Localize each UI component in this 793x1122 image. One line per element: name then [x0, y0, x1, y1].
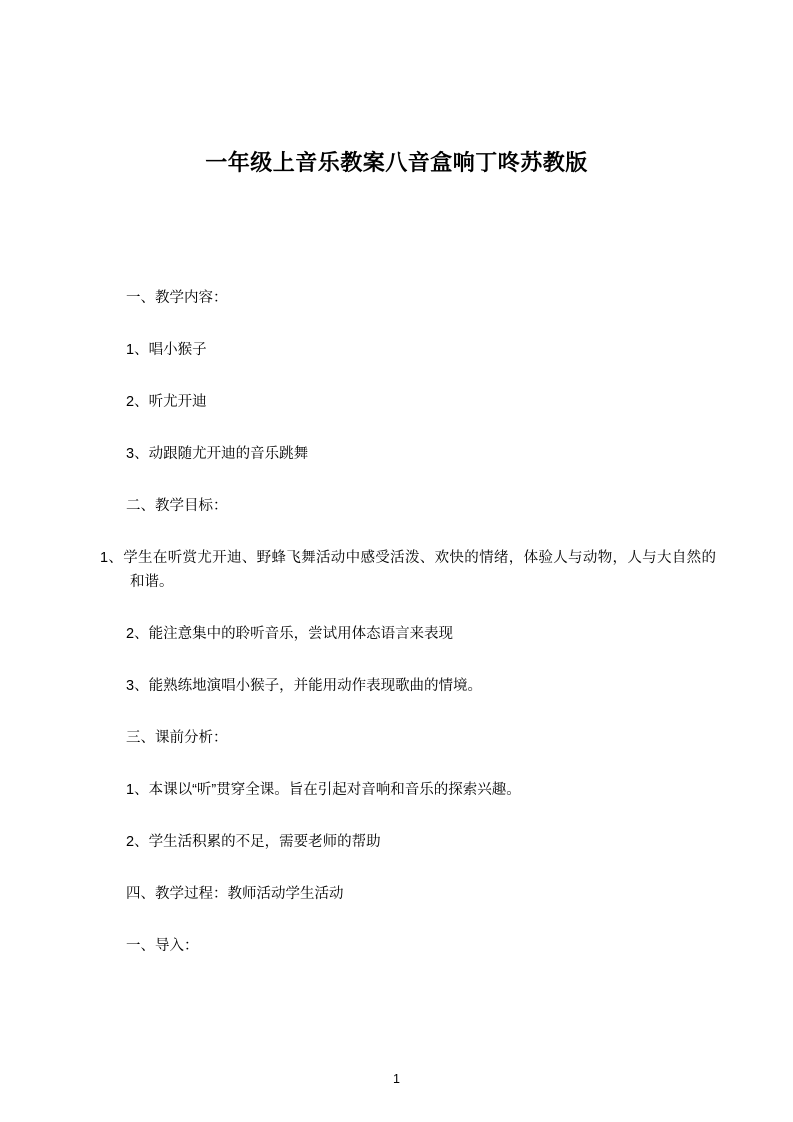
- paragraph: 3、动跟随尤开迪的音乐跳舞: [126, 446, 309, 462]
- paragraph: 2、学生活积累的不足，需要老师的帮助: [126, 834, 381, 850]
- page-title: 一年级上音乐教案八音盒响丁咚苏教版: [205, 149, 588, 175]
- paragraph: 1、唱小猴子: [126, 342, 207, 358]
- paragraph: 二、教学目标：: [126, 498, 228, 514]
- paragraph: 1、学生在听赏尤开迪、野蜂飞舞活动中感受活泼、欢快的情绪，体验人与动物，人与大自然的和谐。: [100, 550, 716, 590]
- paragraph: 三、课前分析：: [126, 730, 228, 746]
- paragraph: 3、能熟练地演唱小猴子，并能用动作表现歌曲的情境。: [126, 678, 483, 694]
- paragraph: 2、能注意集中的聆听音乐，尝试用体态语言来表现: [126, 626, 454, 642]
- paragraph: 四、教学过程：教师活动学生活动: [126, 886, 344, 902]
- paragraph: 一、导入：: [126, 938, 199, 954]
- paragraph: 1、本课以“听”贯穿全课。旨在引起对音响和音乐的探索兴趣。: [126, 782, 521, 798]
- paragraph: 一、教学内容：: [126, 290, 228, 306]
- paragraph: 2、听尤开迪: [126, 394, 207, 410]
- document-body: [96, 286, 716, 986]
- page-number: 1: [393, 1072, 400, 1086]
